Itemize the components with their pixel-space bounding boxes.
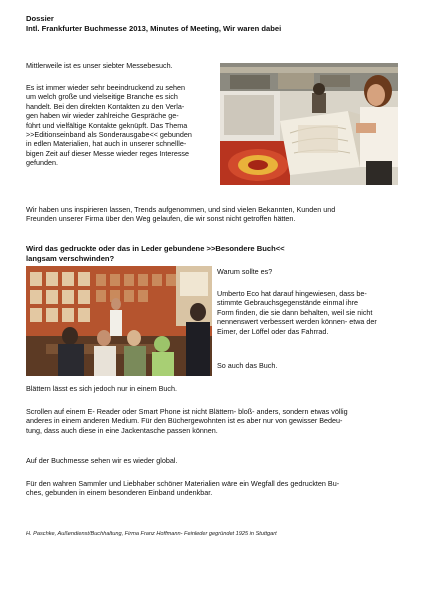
- text-line: um welch große und vielseitige Branche es sich: [26, 92, 178, 102]
- paragraph-fair-impressions: [26, 83, 216, 168]
- heading-line: Wird das gedruckte oder das in Leder gebundene >>Besondere Buch<<: [26, 244, 285, 253]
- text-line: Freunden unserer Firma über den Weg gelaufen, die wir sonst nicht getroffen hätten.: [26, 214, 296, 224]
- book-statement: So auch das Buch.: [217, 361, 278, 370]
- text-line: stimmte Gebrauchsgegenstände einmal ihre: [217, 298, 359, 308]
- text-line: gefunden.: [26, 158, 58, 168]
- text-line: Umberto Eco hat darauf hingewiesen, dass be-: [217, 289, 367, 298]
- paragraph-browsing: Blättern lässt es sich jedoch nur in einem Buch.: [26, 384, 178, 393]
- text-line: tung, dass auch diese in eine Jackentasche passen können.: [26, 425, 218, 435]
- photo-book-browsing: [220, 63, 398, 185]
- author-footer: H. Paschke, Außendienst/Buchhaltung, Firma Franz Hoffmann- Feinleder gegründet 1925 in Stuttgart: [26, 531, 277, 537]
- text-line: Scrollen auf einem E- Reader oder Smart Phone ist nicht Blättern- bloß- anders, sondern etwas völlig: [26, 407, 348, 416]
- text-line: ches, gebunden in einem besonderen Einband undenkbar.: [26, 488, 213, 498]
- heading-line: langsam verschwinden?: [26, 253, 115, 263]
- section-heading: [26, 244, 285, 264]
- paragraph-umberto-eco: [217, 289, 377, 336]
- text-line: Wir haben uns inspirieren lassen, Trends aufgenommen, und sind vielen Bekannten, Kunden und: [26, 205, 336, 214]
- dossier-label: Dossier: [26, 14, 54, 23]
- text-line: anderes in einem anderen Medium. Für den Büchergewohnten ist es aber nur von gewisser Bedeu-: [26, 416, 343, 426]
- text-line: führt und vielfältige Kontakte geknüpft. Das Thema: [26, 120, 188, 130]
- text-line: Für den wahren Sammler und Liebhaber schöner Materialien wäre ein Wegfall des gedruckten Bu-: [26, 479, 340, 488]
- text-line: Es ist immer wieder sehr beeindruckend zu sehen: [26, 83, 185, 92]
- question-text: Warum sollte es?: [217, 267, 273, 276]
- text-line: >>Editionseinband als Sonderausgabe<< gebunden: [26, 130, 192, 140]
- paragraph-inspiration: [26, 205, 335, 224]
- text-line: nennenswert verbessert werden können- etwa der: [217, 317, 377, 327]
- document-title: Intl. Frankfurter Buchmesse 2013, Minutes of Meeting, Wir waren dabei: [26, 24, 282, 33]
- photo-book-stand: [26, 266, 212, 376]
- text-line: bigen Zeit auf dieser Messe wieder reges Interesse: [26, 148, 189, 158]
- paragraph-global: Auf der Buchmesse sehen wir es wieder global.: [26, 456, 178, 465]
- paragraph-collectors: [26, 479, 339, 498]
- text-line: Eimer, der Löffel oder das Fahrrad.: [217, 326, 329, 336]
- text-line: gen haben wir wieder zahlreiche Gespräche ge-: [26, 111, 179, 121]
- text-line: Form finden, die sie dann behalten, weil sie nicht: [217, 307, 373, 317]
- text-line: in edlen Materialien, hat auch in unserer schnellle-: [26, 139, 187, 149]
- paragraph-e-reader: [26, 407, 348, 435]
- text-line: handelt. Bei den direkten Kontakten zu den Verla-: [26, 101, 185, 111]
- intro-text: Mittlerweile ist es unser siebter Messebesuch.: [26, 61, 173, 70]
